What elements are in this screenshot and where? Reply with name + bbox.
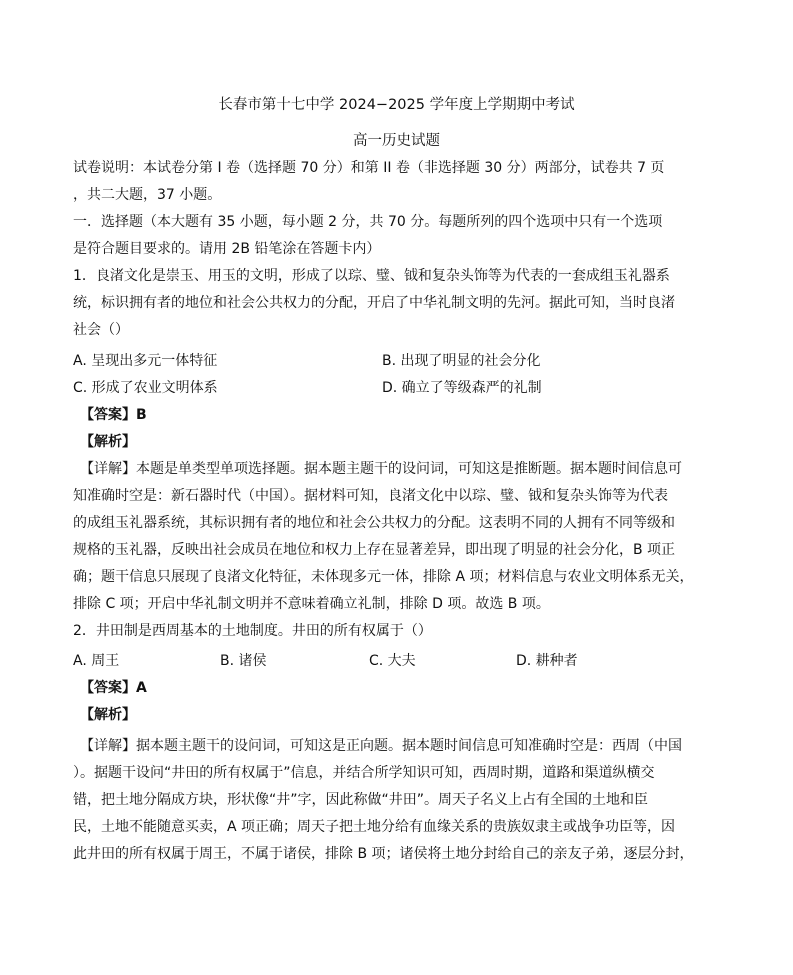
question-2-option-d: D. 耕种者 <box>516 653 578 669</box>
question-1-answer: 【答案】B <box>80 407 147 423</box>
question-2-stem: 2．井田制是西周基本的土地制度。井田的所有权属于（） <box>73 623 432 639</box>
question-2-detail-line-3: 错，把土地分隔成方块，形状像“井”字，因此称做“井田”。周天子名义上占有全国的土地和臣 <box>73 792 649 808</box>
question-2-option-c: C. 大夫 <box>369 653 416 669</box>
intro-line-1: 试卷说明：本试卷分第 I 卷（选择题 70 分）和第 II 卷（非选择题 30 分）两部分，试卷共 7 页 <box>73 160 665 176</box>
question-2-analysis-label: 【解析】 <box>80 707 136 723</box>
question-1-detail-line-2: 知准确时空是：新石器时代（中国）。据材料可知，良渚文化中以琮、璧、钺和复杂头饰等为代表 <box>73 488 668 504</box>
question-1-option-d: D. 确立了等级森严的礼制 <box>382 380 542 396</box>
question-2-detail-line-1: 【详解】据本题主题干的设问词，可知这是正向题。据本题时间信息可知准确时空是：西周（中国 <box>80 738 682 754</box>
question-1-detail-line-6: 排除 C 项；开启中华礼制文明并不意味着确立礼制，排除 D 项。故选 B 项。 <box>73 596 550 612</box>
question-2-detail-line-5: 此井田的所有权属于周王，不属于诸侯，排除 B 项；诸侯将土地分封给自己的亲友子弟，逐层分封， <box>73 846 694 862</box>
section-heading-line-1: 一．选择题（本大题有 35 小题，每小题 2 分，共 70 分。每题所列的四个选项中只有一个选项 <box>73 214 663 230</box>
question-1-option-a: A. 呈现出多元一体特征 <box>73 353 218 369</box>
question-1-detail-line-5: 确；题干信息只展现了良渚文化特征，未体现多元一体，排除 A 项；材料信息与农业文明体系无关， <box>73 569 694 585</box>
question-2-answer: 【答案】A <box>80 680 147 696</box>
question-2-detail-line-4: 民，土地不能随意买卖，A 项正确；周天子把土地分给有血缘关系的贵族奴隶主或战争功臣等，因 <box>73 819 676 835</box>
question-1-detail-line-1: 【详解】本题是单类型单项选择题。据本题主题干的设问词，可知这是推断题。据本题时间信息可 <box>80 461 682 477</box>
question-2-option-a: A. 周王 <box>73 653 120 669</box>
exam-subtitle: 高一历史试题 <box>353 133 440 149</box>
section-heading-line-2: 是符合题目要求的。请用 2B 铅笔涂在答题卡内） <box>73 241 381 257</box>
intro-line-2: ，共二大题，37 小题。 <box>73 187 222 203</box>
question-1-stem-line-3: 社会（） <box>73 322 129 338</box>
exam-title: 长春市第十七中学 2024−2025 学年度上学期期中考试 <box>218 97 575 113</box>
question-1-option-c: C. 形成了农业文明体系 <box>73 380 218 396</box>
question-2-detail-line-2: ）。据题干设问“井田的所有权属于”信息，并结合所学知识可知，西周时期，道路和渠道纵横交 <box>73 765 655 781</box>
question-2-option-b: B. 诸侯 <box>220 653 267 669</box>
question-1-option-b: B. 出现了明显的社会分化 <box>382 353 541 369</box>
question-1-stem-line-1: 1．良渚文化是崇玉、用玉的文明，形成了以琮、璧、钺和复杂头饰等为代表的一套成组玉礼器系 <box>73 268 670 284</box>
question-1-detail-line-4: 规格的玉礼器，反映出社会成员在地位和权力上存在显著差异，即出现了明显的社会分化，B 项正 <box>73 542 676 558</box>
question-1-detail-line-3: 的成组玉礼器系统，其标识拥有者的地位和社会公共权力的分配。这表明不同的人拥有不同等级和 <box>73 515 675 531</box>
question-1-analysis-label: 【解析】 <box>80 434 136 450</box>
question-1-stem-line-2: 统，标识拥有者的地位和社会公共权力的分配，开启了中华礼制文明的先河。据此可知，当时良渚 <box>73 295 675 311</box>
